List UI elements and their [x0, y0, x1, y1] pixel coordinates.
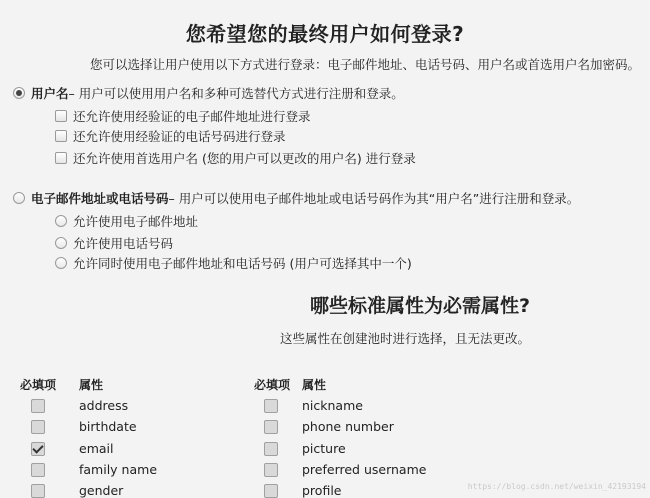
sub-option-label: 还允许使用首选用户名 (您的用户可以更改的用户名) 进行登录 [73, 151, 416, 166]
required-attributes-subtitle: 这些属性在创建池时进行选择，且无法更改。 [279, 331, 530, 346]
email-phone-radio-button[interactable] [13, 192, 25, 204]
required-checkbox-profile[interactable] [264, 484, 278, 498]
verified-email-checkbox[interactable] [55, 110, 67, 122]
radio-option-email-phone[interactable] [13, 189, 579, 207]
username-option-description: – 用户可以使用用户名和多种可选替代方式进行注册和登录。 [68, 86, 404, 101]
required-checkbox-nickname[interactable] [264, 399, 278, 413]
attribute-label-gender: gender [79, 483, 124, 498]
email-phone-option-label: 电子邮件地址或电话号码 [31, 191, 169, 206]
attribute-label-preferred-username: preferred username [302, 462, 427, 477]
username-radio-button[interactable] [13, 87, 25, 99]
email-phone-option-description: – 用户可以使用电子邮件地址或电话号码作为其“用户名”进行注册和登录。 [168, 191, 580, 206]
required-checkbox-family-name[interactable] [31, 463, 45, 477]
sub-option-allow-email[interactable] [55, 212, 198, 230]
attribute-label-email: email [79, 441, 114, 456]
sub-option-label: 允许使用电话号码 [73, 236, 174, 251]
attribute-label-picture: picture [302, 441, 346, 456]
sub-option-allow-phone[interactable] [55, 234, 173, 252]
attribute-label-address: address [79, 398, 129, 413]
sub-option-label: 允许使用电子邮件地址 [73, 214, 199, 229]
watermark: https://blog.csdn.net/weixin_42193194 [467, 482, 646, 491]
sub-option-label: 还允许使用经验证的电子邮件地址进行登录 [73, 109, 311, 124]
allow-both-radio-button[interactable] [55, 257, 67, 269]
sub-option-label: 允许同时使用电子邮件地址和电话号码 (用户可选择其中一个) [73, 256, 412, 271]
required-checkbox-phone-number[interactable] [264, 420, 278, 434]
attribute-label-profile: profile [302, 483, 342, 498]
attribute-label-phone-number: phone number [302, 419, 394, 434]
sub-option-verified-email[interactable] [55, 107, 311, 125]
required-checkbox-birthdate[interactable] [31, 420, 45, 434]
username-option-label: 用户名 [31, 86, 69, 101]
preferred-username-checkbox[interactable] [55, 152, 67, 164]
attribute-label-birthdate: birthdate [79, 419, 137, 434]
sub-option-verified-phone[interactable] [55, 127, 286, 145]
required-checkbox-gender[interactable] [31, 484, 45, 498]
required-checkbox-preferred-username[interactable] [264, 463, 278, 477]
login-method-subtitle: 您可以选择让用户使用以下方式进行登录：电子邮件地址、电话号码、用户名或首选用户名加密码。 [89, 57, 640, 72]
attribute-label-family-name: family name [79, 462, 158, 477]
verified-phone-checkbox[interactable] [55, 130, 67, 142]
attribute-label-nickname: nickname [302, 398, 363, 413]
sub-option-allow-both[interactable] [55, 254, 412, 272]
login-method-title: 您希望您的最终用户如何登录? [185, 22, 465, 46]
required-checkbox-address[interactable] [31, 399, 45, 413]
required-checkbox-picture[interactable] [264, 442, 278, 456]
radio-option-username[interactable] [13, 84, 404, 102]
sub-option-preferred-username[interactable] [55, 149, 416, 167]
allow-phone-radio-button[interactable] [55, 237, 67, 249]
sub-option-label: 还允许使用经验证的电话号码进行登录 [73, 129, 286, 144]
column-header-attribute-right: 属性 [302, 378, 327, 392]
column-header-attribute-left: 属性 [79, 378, 104, 392]
required-attributes-title: 哪些标准属性为必需属性? [309, 295, 531, 317]
allow-email-radio-button[interactable] [55, 215, 67, 227]
required-checkbox-email[interactable] [31, 442, 45, 456]
column-header-required-left: 必填项 [20, 378, 57, 392]
column-header-required-right: 必填项 [254, 378, 291, 392]
